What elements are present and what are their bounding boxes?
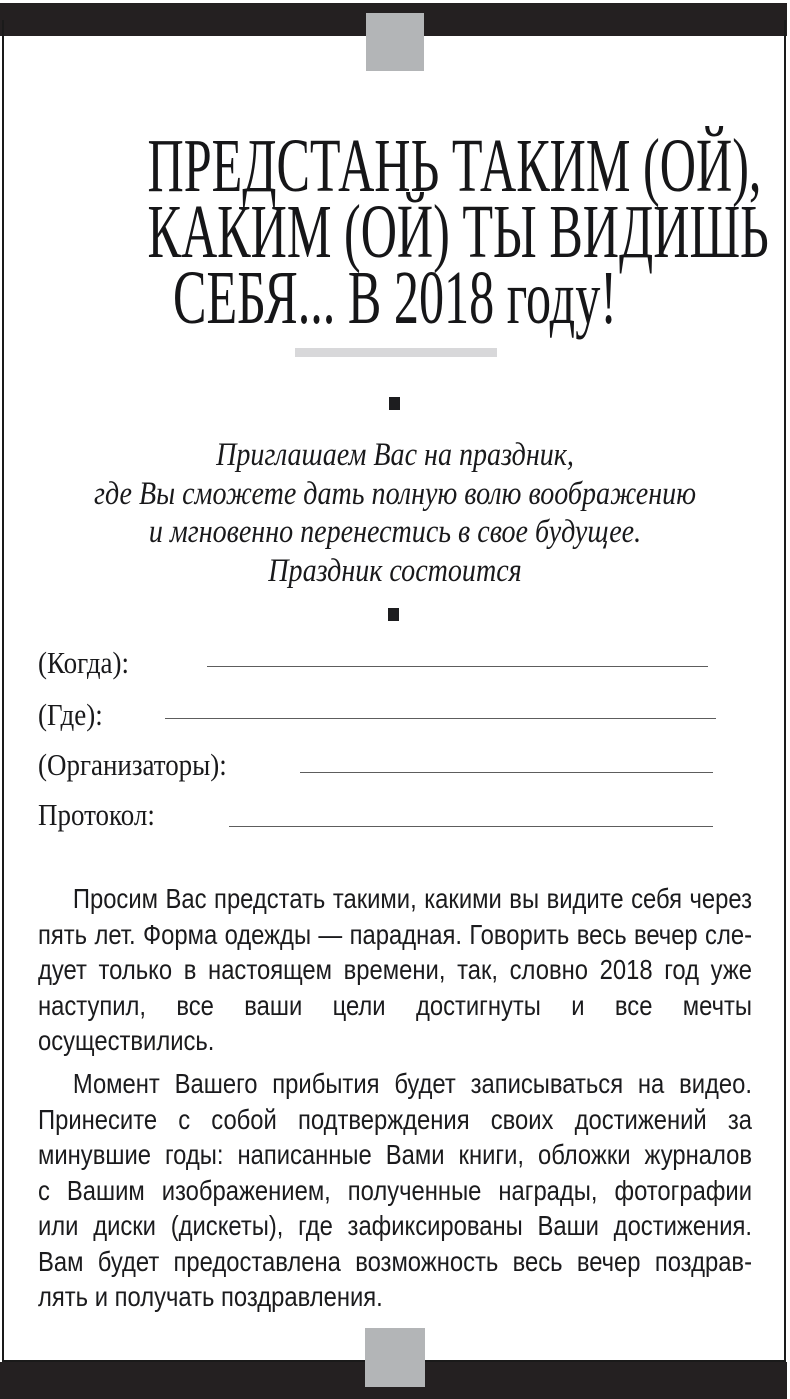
- invitation-line-3: и мгновенно перенестись в свое будущее.: [148, 514, 642, 550]
- form-blank-line-when: [207, 666, 708, 667]
- body-line: Вам будет предоставлена возможность весь вечер поздрав-: [38, 1245, 752, 1277]
- form-blank-line-organizers: [300, 772, 713, 773]
- body-line: минувшие годы: написанные Вами книги, обложки журналов: [38, 1139, 752, 1170]
- form-label-where: (Где):: [38, 697, 103, 732]
- body-line: Просим Вас предстать такими, какими вы видите себя через: [72, 883, 753, 914]
- form-label-organizers: (Организаторы):: [38, 747, 227, 782]
- title-line-2: КАКИМ (ОЙ) ТЫ ВИДИШЬ: [147, 190, 769, 274]
- body-line: лять и получать поздравления.: [38, 1281, 383, 1312]
- body-line: наступил, все ваши цели достигнуты и все мечты осуществились.: [38, 989, 752, 1056]
- body-line: дует только в настоящем времени, так, словно 2018 год уже: [38, 954, 752, 985]
- invitation-line-4: Праздник состоится: [268, 552, 522, 589]
- title-line-1: ПРЕДСТАНЬ ТАКИМ (ОЙ),: [147, 124, 762, 208]
- invitation-text: [85, 436, 706, 590]
- form-blank-line-protocol: [229, 826, 713, 827]
- square-bullet-icon: [388, 608, 399, 621]
- form-label-protocol: Протокол:: [38, 797, 155, 832]
- bottom-gray-bookmark-tab: [365, 1328, 425, 1387]
- body-line: или диски (дискеты), где зафиксированы Ваши достижения.: [38, 1210, 752, 1241]
- body-paragraph-2: [38, 1066, 752, 1315]
- body-line: с Вашим изображением, полученные награды, фотографии: [38, 1174, 752, 1206]
- invitation-line-2: где Вы сможете дать полную волю воображению: [94, 475, 696, 512]
- body-line: пять лет. Форма одежды — парадная. Говорить весь вечер сле-: [38, 918, 752, 950]
- invitation-line-1: Приглашаем Вас на праздник,: [216, 437, 574, 473]
- body-line: Момент Вашего прибытия будет записываться на видео.: [72, 1068, 753, 1099]
- page-title: [147, 124, 769, 340]
- title-divider-bar: [295, 348, 497, 357]
- body-line: Принесите с собой подтверждения своих достижений за: [38, 1103, 752, 1135]
- title-line-3: СЕБЯ... В 2018 году!: [173, 256, 617, 340]
- square-bullet-icon: [389, 397, 400, 410]
- body-paragraph-1: [38, 881, 752, 1059]
- form-blank-line-where: [165, 718, 716, 719]
- form-label-when: (Когда):: [38, 645, 130, 680]
